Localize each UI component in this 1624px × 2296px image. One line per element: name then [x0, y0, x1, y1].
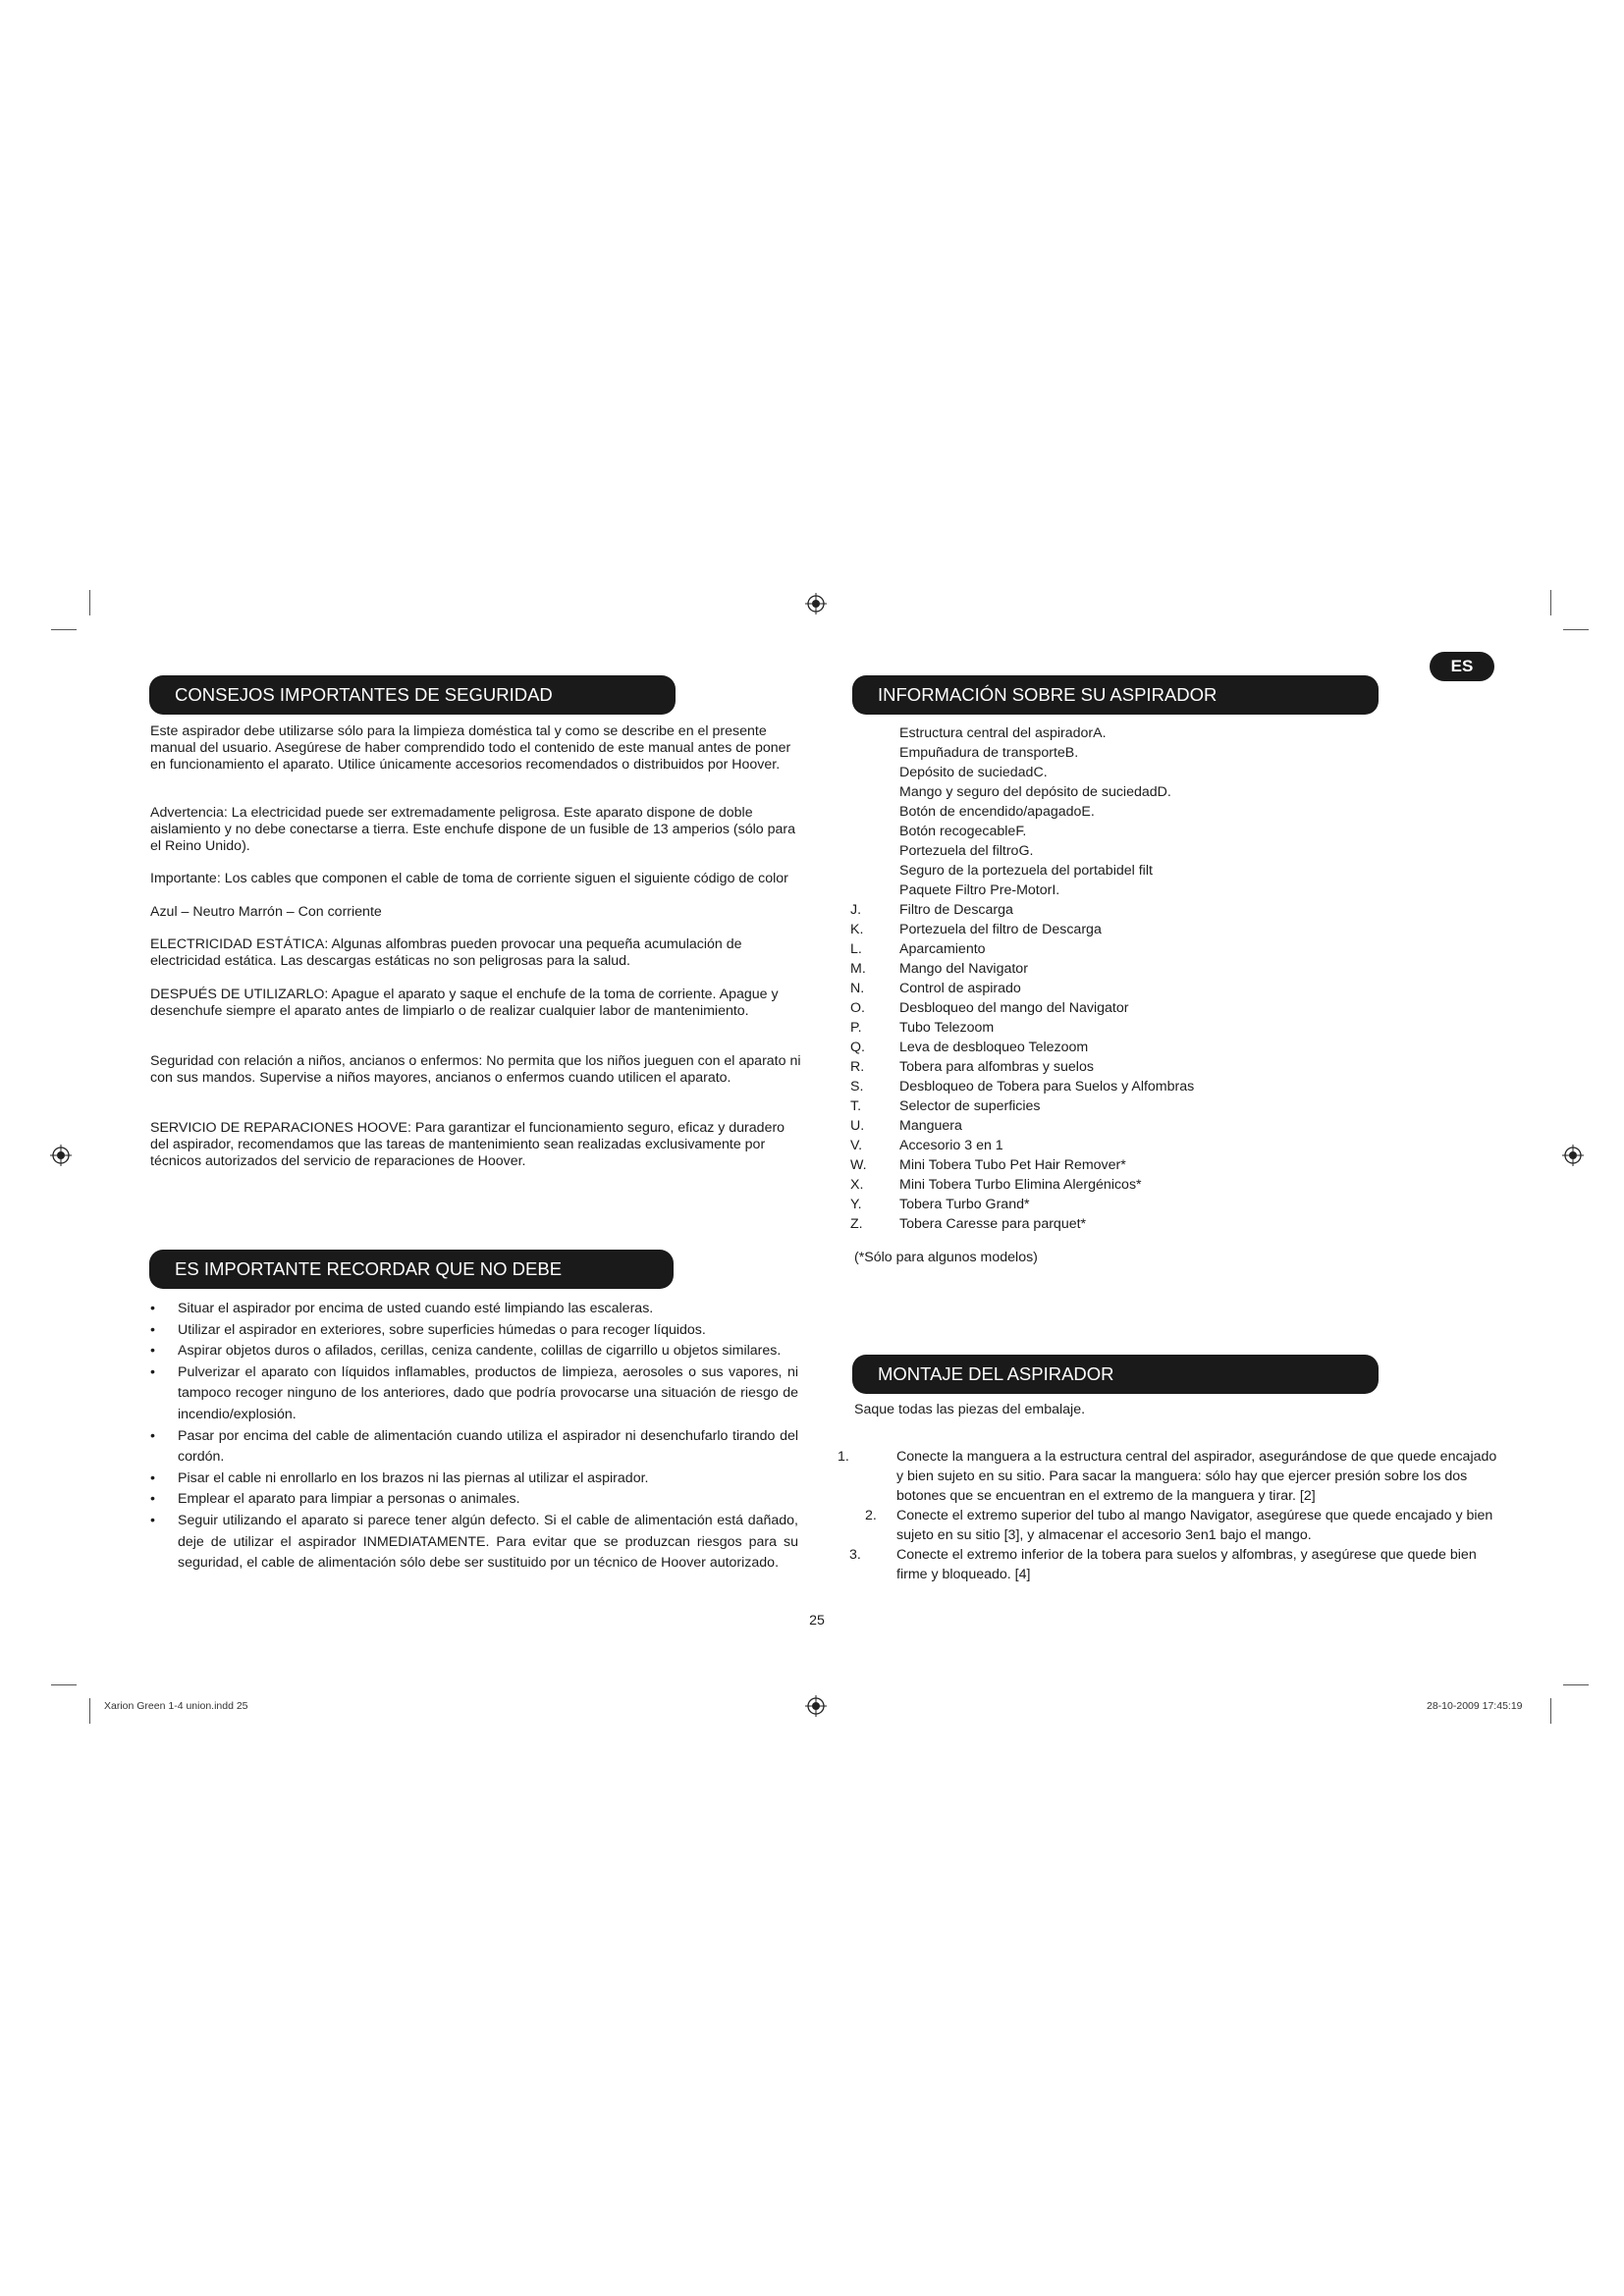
crop-mark	[1563, 629, 1589, 630]
info-heading: INFORMACIÓN SOBRE SU ASPIRADOR	[852, 675, 1379, 715]
list-item	[850, 1077, 1194, 1096]
list-item	[850, 998, 1194, 1018]
item-text: Tobera Caresse para parquet*	[899, 1216, 1087, 1232]
list-item	[850, 939, 1194, 959]
safety-paragraph: Azul – Neutro Marrón – Con corriente	[150, 904, 382, 920]
registration-mark-icon	[805, 1695, 827, 1717]
crop-mark	[51, 629, 77, 630]
list-item	[850, 920, 1194, 939]
assembly-steps	[838, 1447, 1505, 1584]
item-text: Portezuela del filtroG.	[899, 843, 1034, 859]
list-item	[850, 1057, 1194, 1077]
item-text: Filtro de Descarga	[899, 902, 1013, 918]
item-text: Tubo Telezoom	[899, 1020, 995, 1036]
assembly-heading: MONTAJE DEL ASPIRADOR	[852, 1355, 1379, 1394]
safety-paragraph: ELECTRICIDAD ESTÁTICA: Algunas alfombras pueden provocar una pequeña acumulación de electricidad estática. Las descargas estáticas no son peligrosas para la salud.	[150, 936, 742, 969]
item-text: Botón de encendido/apagadoE.	[899, 804, 1095, 820]
item-text: Mini Tobera Tubo Pet Hair Remover*	[899, 1157, 1126, 1173]
crop-mark	[89, 1698, 90, 1724]
item-text: Seguro de la portezuela del portabidel filt	[899, 863, 1153, 879]
item-text: Botón recogecableF.	[899, 824, 1027, 839]
page-number: 25	[809, 1613, 825, 1629]
list-item	[838, 1447, 1505, 1506]
list-item	[850, 802, 1194, 822]
list-item: • Pulverizar el aparato con líquidos inflamables, productos de limpieza, aerosoles o sus vapores, ni tampoco recoger ninguno de los anteriores, dado que podría provocarse una situación de riesgo de incendio/explosión.	[150, 1362, 798, 1426]
safety-paragraph: Advertencia: La electricidad puede ser extremadamente peligrosa. Este aparato dispone de doble aislamiento y no debe conectarse a tierra. Este enchufe dispone de un fusible de 13 amperios (sólo para el Reino Unido).	[150, 805, 795, 854]
list-item	[850, 1155, 1194, 1175]
item-letter: W.	[850, 1157, 867, 1173]
list-item	[850, 1175, 1194, 1195]
list-item	[850, 763, 1194, 782]
step-text: Conecte la manguera a la estructura central del aspirador, asegurándose de que quede encajado y bien sujeto en su sitio. Para sacar la manguera: sólo hay que ejercer presión sobre los dos botones que se encuentran en el extremo de la manguera y tirar. [2]	[896, 1449, 1497, 1504]
list-item	[850, 723, 1194, 743]
item-letter: R.	[850, 1059, 865, 1075]
safety-paragraph: Importante: Los cables que componen el cable de toma de corriente siguen el siguiente código de color	[150, 871, 788, 886]
list-item	[850, 959, 1194, 979]
list-item	[850, 881, 1194, 900]
list-item	[850, 841, 1194, 861]
item-letter: Z.	[850, 1216, 863, 1232]
item-text: Portezuela del filtro de Descarga	[899, 922, 1102, 937]
item-letter: Q.	[850, 1040, 865, 1055]
list-item: • Seguir utilizando el aparato si parece tener algún defecto. Si el cable de alimentación está dañado, deje de utilizar el aspirador INMEDIATAMENTE. Para evitar que se produzcan riesgos para su seguridad, el cable de alimentación sólo debe ser sustituido por un técnico de Hoover autorizado.	[150, 1511, 798, 1575]
slug-right: 28-10-2009 17:45:19	[1427, 1700, 1523, 1712]
item-text: Paquete Filtro Pre-MotorI.	[899, 882, 1060, 898]
assembly-intro: Saque todas las piezas del embalaje.	[854, 1402, 1086, 1417]
list-item: • Situar el aspirador por encima de usted cuando esté limpiando las escaleras.	[150, 1299, 798, 1320]
item-text: Desbloqueo de Tobera para Suelos y Alfombras	[899, 1079, 1195, 1095]
safety-heading: CONSEJOS IMPORTANTES DE SEGURIDAD	[149, 675, 676, 715]
language-badge: ES	[1430, 652, 1494, 681]
item-text: Leva de desbloqueo Telezoom	[899, 1040, 1089, 1055]
safety-paragraph: Este aspirador debe utilizarse sólo para la limpieza doméstica tal y como se describe en el presente manual del usuario. Asegúrese de haber comprendido todo el contenido de este manual antes de poner en funcionamiento el aparato. Utilice únicamente accesorios recomendados o distribuidos por Hoover.	[150, 723, 791, 773]
step-number: 3.	[849, 1547, 861, 1563]
list-item	[850, 900, 1194, 920]
step-text: Conecte el extremo inferior de la tobera para suelos y alfombras, y asegúrese que quede bien firme y bloqueado. [4]	[896, 1547, 1477, 1582]
item-text: Tobera para alfombras y suelos	[899, 1059, 1094, 1075]
safety-paragraph: SERVICIO DE REPARACIONES HOOVE: Para garantizar el funcionamiento seguro, eficaz y duradero del aspirador, recomendamos que las tareas de mantenimiento sean realizadas exclusivamente por técnicos autorizados del servicio de reparaciones de Hoover.	[150, 1120, 785, 1169]
item-text: Depósito de suciedadC.	[899, 765, 1048, 780]
safety-paragraph: DESPUÉS DE UTILIZARLO: Apague el aparato y saque el enchufe de la toma de corriente. Apague y desenchufe siempre el aparato antes de limpiarlo o de realizar cualquier labor de mantenimiento.	[150, 987, 779, 1019]
crop-mark	[89, 590, 90, 615]
item-letter: O.	[850, 1000, 865, 1016]
registration-mark-icon	[50, 1145, 72, 1166]
item-text: Control de aspirado	[899, 981, 1021, 996]
item-text: Selector de superficies	[899, 1098, 1041, 1114]
info-footnote: (*Sólo para algunos modelos)	[854, 1250, 1038, 1265]
crop-mark	[1550, 1698, 1551, 1724]
item-text: Desbloqueo del mango del Navigator	[899, 1000, 1129, 1016]
item-text: Manguera	[899, 1118, 962, 1134]
list-item	[850, 1195, 1194, 1214]
list-item: • Emplear el aparato para limpiar a personas o animales.	[150, 1489, 798, 1511]
item-letter: U.	[850, 1118, 865, 1134]
registration-mark-icon	[1562, 1145, 1584, 1166]
item-letter: X.	[850, 1177, 864, 1193]
item-letter: V.	[850, 1138, 863, 1153]
list-item	[850, 822, 1194, 841]
components-list	[850, 723, 1194, 1234]
item-text: Empuñadura de transporteB.	[899, 745, 1079, 761]
item-text: Mini Tobera Turbo Elimina Alergénicos*	[899, 1177, 1142, 1193]
list-item	[850, 1038, 1194, 1057]
list-item	[850, 979, 1194, 998]
item-letter: P.	[850, 1020, 862, 1036]
list-item: • Aspirar objetos duros o afilados, cerillas, ceniza candente, colillas de cigarrillo u objetos similares.	[150, 1341, 798, 1362]
item-text: Mango del Navigator	[899, 961, 1028, 977]
step-text: Conecte el extremo superior del tubo al mango Navigator, asegúrese que quede encajado y bien sujeto en su sitio [3], y almacenar el accesorio 3en1 bajo el mango.	[896, 1508, 1493, 1543]
list-item	[838, 1506, 1505, 1545]
item-letter: S.	[850, 1079, 864, 1095]
item-letter: T.	[850, 1098, 862, 1114]
list-item: • Pasar por encima del cable de alimentación cuando utiliza el aspirador ni desenchufarlo tirando del cordón.	[150, 1426, 798, 1468]
item-text: Mango y seguro del depósito de suciedadD.	[899, 784, 1171, 800]
remember-heading: ES IMPORTANTE RECORDAR QUE NO DEBE	[149, 1250, 674, 1289]
item-text: Tobera Turbo Grand*	[899, 1197, 1030, 1212]
crop-mark	[1550, 590, 1551, 615]
list-item: • Pisar el cable ni enrollarlo en los brazos ni las piernas al utilizar el aspirador.	[150, 1468, 798, 1490]
item-text: Accesorio 3 en 1	[899, 1138, 1003, 1153]
item-letter: M.	[850, 961, 866, 977]
list-item	[850, 1116, 1194, 1136]
list-item	[838, 1545, 1505, 1584]
list-item	[850, 1214, 1194, 1234]
list-item	[850, 1096, 1194, 1116]
item-text: Aparcamiento	[899, 941, 986, 957]
list-item	[850, 743, 1194, 763]
item-letter: Y.	[850, 1197, 862, 1212]
registration-mark-icon	[805, 593, 827, 614]
crop-mark	[51, 1684, 77, 1685]
list-item	[850, 782, 1194, 802]
item-letter: J.	[850, 902, 862, 918]
remember-list	[150, 1299, 798, 1575]
list-item	[850, 1136, 1194, 1155]
item-letter: L.	[850, 941, 862, 957]
list-item	[850, 861, 1194, 881]
item-letter: N.	[850, 981, 865, 996]
safety-paragraph: Seguridad con relación a niños, ancianos o enfermos: No permita que los niños jueguen con el aparato ni con sus mandos. Supervise a niños mayores, ancianos o enfermos cuando utilicen el aparato.	[150, 1053, 801, 1086]
list-item: • Utilizar el aspirador en exteriores, sobre superficies húmedas o para recoger líquidos.	[150, 1320, 798, 1342]
crop-mark	[1563, 1684, 1589, 1685]
item-letter: K.	[850, 922, 864, 937]
slug-left: Xarion Green 1-4 union.indd 25	[104, 1700, 248, 1712]
step-number: 1.	[838, 1449, 849, 1465]
step-number: 2.	[865, 1508, 877, 1523]
item-text: Estructura central del aspiradorA.	[899, 725, 1107, 741]
list-item	[850, 1018, 1194, 1038]
